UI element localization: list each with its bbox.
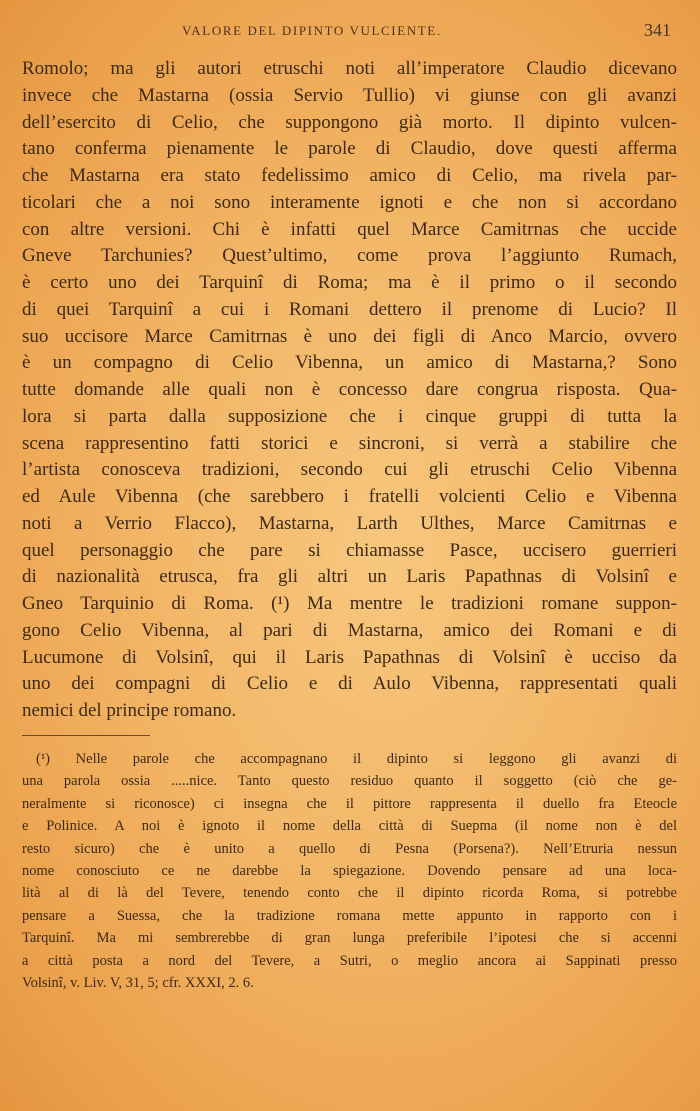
text-line: lora si parta dalla supposizione che i cinque gruppi di tutta la [22, 405, 677, 427]
text-line: tano conferma pienamente le parole di Claudio, dove questi afferma [22, 138, 677, 160]
page-header [22, 20, 677, 44]
footnote-line: neralmente si riconosce) ci insegna che il pittore rappresenta il duello fra Eteocle [22, 795, 677, 812]
page-number: 341 [644, 20, 671, 40]
footnote-line: a città posta a nord del Tevere, a Sutri, o meglio ancora ai Sappinati presso [22, 952, 677, 969]
text-line: Gneo Tarquinio di Roma. (¹) Ma mentre le tradizioni romane suppon- [22, 593, 677, 614]
text-line: ticolari che a noi sono interamente ignoti e che non si accordano [22, 191, 677, 213]
text-line: Lucumone di Volsinî, qui il Laris Papathnas di Volsinî è ucciso da [22, 646, 677, 668]
text-line: gono Celio Vibenna, al pari di Mastarna, amico dei Romani e di [22, 619, 677, 641]
text-line: noti a Verrio Flacco), Mastarna, Larth Ulthes, Marce Camitrnas e [22, 512, 677, 534]
text-line: tutte domande alle quali non è concesso dare congrua risposta. Qua- [22, 379, 677, 400]
text-line: è un compagno di Celio Vibenna, un amico di Mastarna,? Sono [22, 352, 677, 374]
footnote-line: pensare a Suessa, che la tradizione romana mette appunto in rapporto con i [22, 907, 677, 924]
text-line: dell’esercito di Celio, che suppongono già morto. Il dipinto vulcen- [22, 111, 677, 133]
text-line: scena rappresentino fatti storici e sincroni, si verrà a stabilire che [22, 432, 677, 454]
running-title: VALORE DEL DIPINTO VULCIENTE. [182, 23, 442, 38]
text-line: con altre versioni. Chi è infatti quel Marce Camitrnas che uccide [22, 218, 677, 240]
text-line: quel personaggio che pare si chiamasse Pasce, uccisero guerrieri [22, 539, 677, 561]
text-line: suo uccisore Marce Camitrnas è uno dei figli di Anco Marcio, ovvero [22, 325, 677, 347]
footnote-line: resto sicuro) che è unito a quello di Pesna (Porsena?). Nell’Etruria nessun [22, 840, 677, 857]
text-line: di quei Tarquinî a cui i Romani dettero il prenome di Lucio? Il [22, 298, 677, 320]
footnote-line: Tarquinî. Ma mi sembrerebbe di gran lunga preferibile l’ipotesi che si accenni [22, 930, 677, 947]
text-line: Gneve Tarchunies? Quest’ultimo, come prova l’aggiunto Rumach, [22, 245, 677, 267]
footnote [22, 748, 677, 994]
text-line: nemici del principe romano. [22, 700, 237, 721]
main-text [22, 56, 677, 725]
footnote-line: nome conosciuto ce ne darebbe la spiegazione. Dovendo pensare ad una loca- [22, 862, 677, 879]
footnote-line: e Polinice. A noi è ignoto il nome della città di Suepma (il nome non è del [22, 818, 677, 835]
text-line: ed Aule Vibenna (che sarebbero i fratelli volcienti Celio e Vibenna [22, 486, 677, 507]
footnote-line: (¹) Nelle parole che accompagnano il dipinto si leggono gli avanzi di [36, 751, 677, 767]
text-line: di nazionalità etrusca, fra gli altri un Laris Papathnas di Volsinî e [22, 566, 677, 588]
text-line: invece che Mastarna (ossia Servio Tullio) vi giunse con gli avanzi [22, 84, 677, 106]
text-line: Romolo; ma gli autori etruschi noti all’imperatore Claudio dicevano [22, 58, 677, 79]
footnote-rule [22, 735, 150, 736]
text-line: uno dei compagni di Celio e di Aulo Vibenna, rappresentati quali [22, 673, 677, 695]
text-line: che Mastarna era stato fedelissimo amico di Celio, ma rivela par- [22, 165, 677, 186]
footnote-line: lità al di là del Tevere, tenendo conto che il dipinto ricorda Roma, si potrebbe [22, 885, 677, 902]
text-line: l’artista conosceva tradizioni, secondo cui gli etruschi Celio Vibenna [22, 459, 677, 481]
footnote-line: Volsinî, v. Liv. V, 31, 5; cfr. XXXI, 2. 6. [22, 974, 254, 991]
text-line: è certo uno dei Tarquinî di Roma; ma è il primo o il secondo [22, 272, 677, 293]
footnote-line: una parola ossia .....nice. Tanto questo residuo quanto il soggetto (ciò che ge- [22, 773, 677, 790]
